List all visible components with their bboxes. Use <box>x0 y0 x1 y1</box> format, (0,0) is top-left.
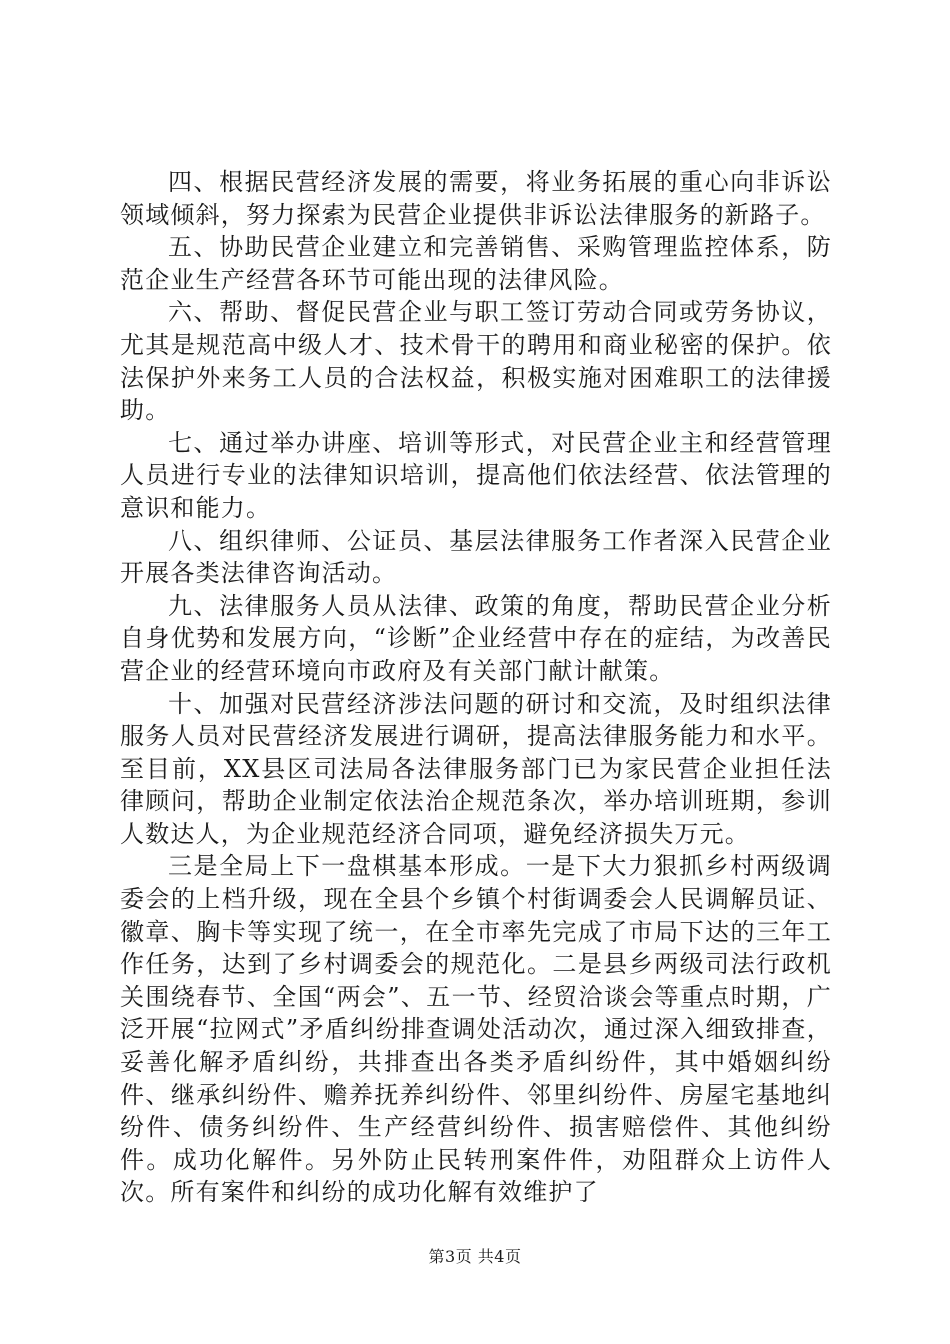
paragraph-item-7: 七、通过举办讲座、培训等形式，对民营企业主和经营管理人员进行专业的法律知识培训，提高他们依法经营、依法管理的意识和能力。 <box>120 428 832 522</box>
paragraph-item-5: 五、协助民营企业建立和完善销售、采购管理监控体系，防范企业生产经营各环节可能出现的法律风险。 <box>120 233 832 294</box>
paragraph-item-9: 九、法律服务人员从法律、政策的角度，帮助民营企业分析自身优势和发展方向，“诊断”企业经营中存在的症结，为改善民营企业的经营环境向市政府及有关部门献计献策。 <box>120 591 832 685</box>
paragraph-section-3: 三是全局上下一盘棋基本形成。一是下大力狠抓乡村两级调委会的上档升级，现在全县个乡镇个村街调委会人民调解员证、徽章、胸卡等实现了统一，在全市率先完成了市局下达的三年工作任务，达到了乡村调委会的规范化。二是县乡两级司法行政机关围绕春节、全国“两会”、五一节、经贸洽谈会等重点时期，广泛开展“拉网式”矛盾纠纷排查调处活动次，通过深入细致排查，妥善化解矛盾纠纷，共排查出各类矛盾纠纷件，其中婚姻纠纷件、继承纠纷件、赡养抚养纠纷件、邻里纠纷件、房屋宅基地纠纷件、债务纠纷件、生产经营纠纷件、损害赔偿件、其他纠纷件。成功化解件。另外防止民转刑案件件，劝阻群众上访件人次。所有案件和纠纷的成功化解有效维护了 <box>120 852 832 1207</box>
paragraph-item-6: 六、帮助、督促民营企业与职工签订劳动合同或劳务协议，尤其是规范高中级人才、技术骨干的聘用和商业秘密的保护。依法保护外来务工人员的合法权益，积极实施对困难职工的法律援助。 <box>120 298 832 425</box>
page-number: 第3页 共4页 <box>428 1247 522 1266</box>
paragraph-item-4: 四、根据民营经济发展的需要，将业务拓展的重心向非诉讼领域倾斜，努力探索为民营企业提供非诉讼法律服务的新路子。 <box>120 168 832 229</box>
paragraph-item-10: 十、加强对民营经济涉法问题的研讨和交流，及时组织法律服务人员对民营经济发展进行调研，提高法律服务能力和水平。至目前，XX县区司法局各法律服务部门已为家民营企业担任法律顾问，帮助企业制定依法治企规范条次，举办培训班期，参训人数达人，为企业规范经济合同项，避免经济损失万元。 <box>120 689 832 848</box>
paragraph-item-8: 八、组织律师、公证员、基层法律服务工作者深入民营企业开展各类法律咨询活动。 <box>120 526 832 588</box>
document-body <box>120 166 832 1209</box>
